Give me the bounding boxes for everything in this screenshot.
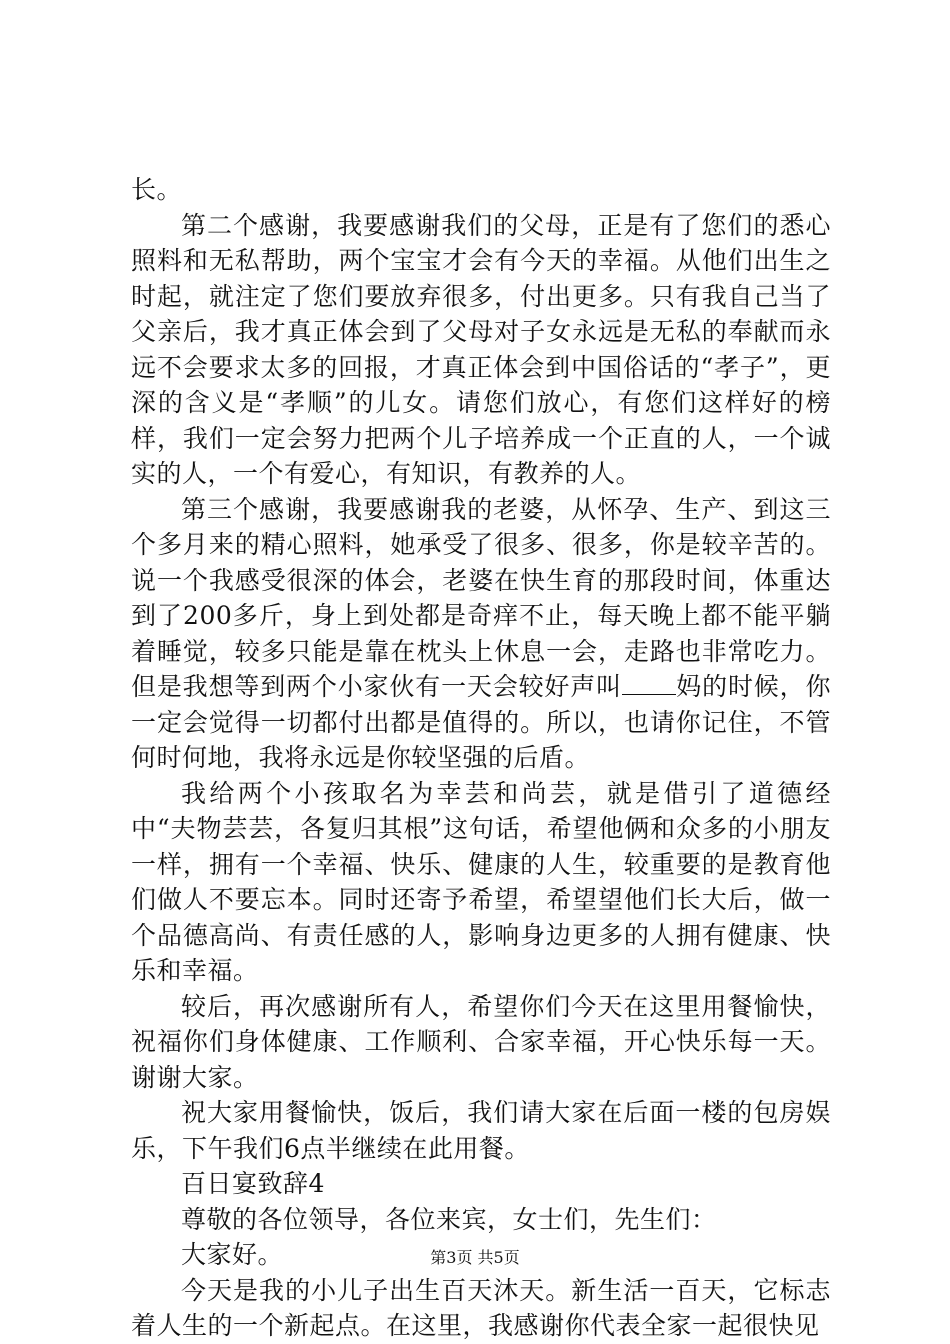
paragraph-6: 祝大家用餐愉快，饭后，我们请大家在后面一楼的包房娱乐，下午我们6点半继续在此用餐。 bbox=[131, 1098, 831, 1163]
paragraph-3-part-2: 妈的时候，你一定会觉得一切都付出都是值得的。所以，也请你记住，不管何时何地，我将永远是你较坚强的后盾。 bbox=[131, 672, 831, 772]
greeting: 大家好。 bbox=[181, 1240, 284, 1269]
paragraph-5: 较后，再次感谢所有人，希望你们今天在这里用餐愉快，祝福你们身体健康、工作顺利、合家幸福，开心快乐每一天。谢谢大家。 bbox=[131, 991, 831, 1092]
salutation: 尊敬的各位领导，各位来宾，女士们，先生们： bbox=[181, 1204, 717, 1234]
body-text bbox=[131, 172, 831, 1344]
paragraph-3 bbox=[131, 492, 831, 776]
paragraph-1: 长。 bbox=[131, 175, 183, 204]
paragraph-3-part-1: 第三个感谢，我要感谢我的老婆，从怀孕、生产、到这三个多月来的精心照料，她承受了很多、很多，你是较辛苦的。说一个我感受很深的体会，老婆在快生育的那段时间，体重达到了200多斤，身上到处都是奇痒不止，每天晚上都不能平躺着睡觉，较多只能是靠在枕头上休息一会，走路也非常吃力。但是我想等到两个小家伙有一天会较好声叫 bbox=[131, 494, 831, 701]
paragraph-last: 今天是我的小儿子出生百天沐天。新生活一百天，它标志着人生的一个新起点。在这里，我感谢你代表全家一起很快见 bbox=[131, 1275, 831, 1340]
paragraph-4: 我给两个小孩取名为幸芸和尚芸，就是借引了道德经中“夫物芸芸，各复归其根”这句话，希望他俩和众多的小朋友一样，拥有一个幸福、快乐、健康的人生，较重要的是教育他们做人不要忘本。同时还寄予希望，希望望他们长大后，做一个品德高尚、有责任感的人，影响身边更多的人拥有健康、快乐和幸福。 bbox=[131, 778, 831, 985]
fill-in-blank bbox=[622, 669, 676, 695]
paragraph-2: 第二个感谢，我要感谢我们的父母，正是有了您们的悉心照料和无私帮助，两个宝宝才会有今天的幸福。从他们出生之时起，就注定了您们要放弃很多，付出更多。只有我自己当了父亲后，我才真正体会到了父母对子女永远是无私的奉献而永远不会要求太多的回报，才真正体会到中国俗话的“孝子”，更深的含义是“孝顺”的儿女。请您们放心，有您们这样好的榜样，我们一定会努力把两个儿子培养成一个正直的人，一个诚实的人，一个有爱心，有知识，有教养的人。 bbox=[131, 210, 831, 488]
section-heading: 百日宴致辞4 bbox=[181, 1169, 325, 1198]
page-number-footer: 第3页 共5页 bbox=[430, 1248, 520, 1267]
